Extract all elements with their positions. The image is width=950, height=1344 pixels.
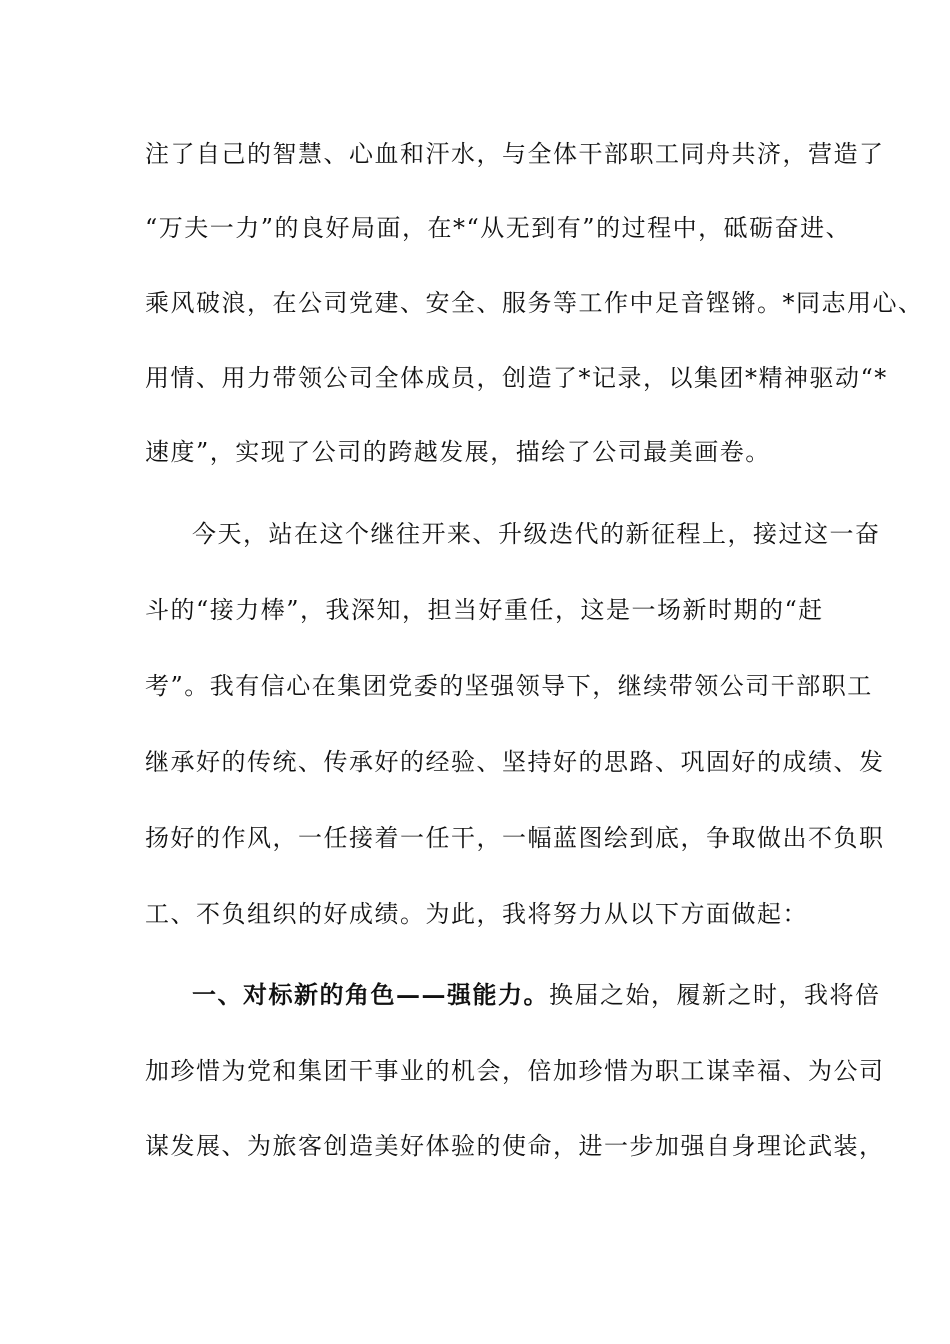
text-line: 斗的“接力棒”，我深知，担当好重任，这是一场新时期的“赶	[145, 596, 824, 624]
text-line: 扬好的作风，一任接着一任干，一幅蓝图绘到底，争取做出不负职	[145, 824, 885, 852]
text-line: 今天，站在这个继往开来、升级迭代的新征程上，接过这一奋	[192, 520, 881, 548]
text-line: 速度”，实现了公司的跨越发展，描绘了公司最美画卷。	[145, 438, 771, 466]
text-line: 考”。我有信心在集团党委的坚强领导下，继续带领公司干部职工	[145, 672, 873, 700]
text-line: “万夫一力”的良好局面，在*“从无到有”的过程中，砥砺奋进、	[145, 214, 852, 242]
text-line: 加珍惜为党和集团干事业的机会，倍加珍惜为职工谋幸福、为公司	[145, 1057, 885, 1085]
text-line: 继承好的传统、传承好的经验、坚持好的思路、巩固好的成绩、发	[145, 748, 885, 776]
text-line: 用情、用力带领公司全体成员，创造了*记录，以集团*精神驱动“*	[145, 364, 888, 392]
text-line: 谋发展、为旅客创造美好体验的使命，进一步加强自身理论武装，	[145, 1132, 885, 1160]
text-span: 换届之始，履新之时，我将倍	[549, 981, 881, 1009]
text-line: 注了自己的智慧、心血和汗水，与全体干部职工同舟共济，营造了	[145, 140, 885, 168]
text-line: 乘风破浪，在公司党建、安全、服务等工作中足音铿锵。*同志用心、	[145, 289, 924, 317]
text-line: 工、不负组织的好成绩。为此，我将努力从以下方面做起：	[145, 900, 808, 928]
text-line	[192, 979, 881, 1011]
section-heading: 一、对标新的角色——强能力。	[192, 980, 549, 1009]
